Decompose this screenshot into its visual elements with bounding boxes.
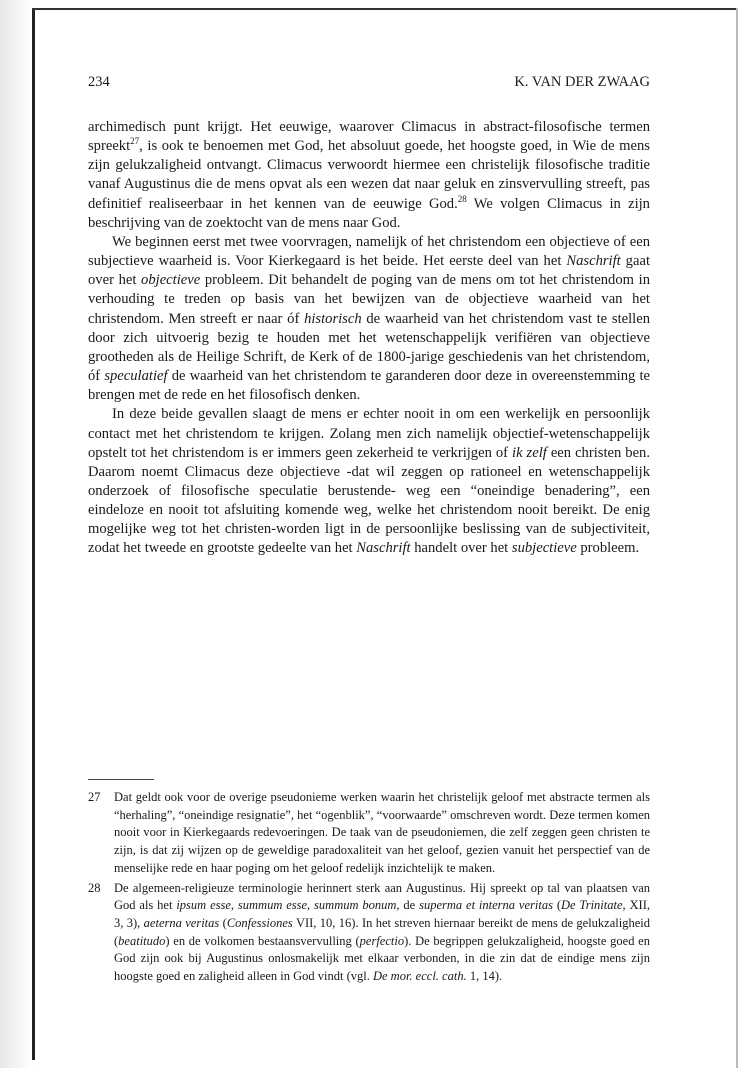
scan-top-border (32, 8, 738, 10)
paragraph-3: In deze beide gevallen slaagt de mens er echter nooit in om een werkelijk en persoonlijk contact met het christendom te krijgen. Zolang men zich namelijk objectief-wetenschappelijk opstelt tot het christendom is er immers geen zekerheid te verkrijgen of ik zelf een christen ben. Daarom noemt Climacus deze objectieve -dat wil zeggen op rationeel en wetenschappelijk onderzoek of filosofische speculatie berustende- weg een “oneindige benadering”, een eindeloze en nooit tot afsluiting komende weg, welke het christendom nooit bereikt. De enig mogelijke weg tot het christen-worden ligt in de persoonlijke beslissing van de subjectiviteit, zodat het tweede en grootste gedeelte van het Naschrift handelt over het subjectieve probleem. (88, 406, 650, 557)
footnote-separator (88, 779, 154, 780)
body-text (88, 118, 650, 559)
page-content (88, 72, 650, 559)
page-number: 234 (88, 74, 110, 90)
running-title: K. VAN DER ZWAAG (514, 74, 650, 90)
footnote-27 (88, 789, 650, 878)
footnote-text: Dat geldt ook voor de overige pseudonieme werken waarin het christelijk geloof met abstracte termen als “herhaling”, “oneindige resignatie”, het “ogenblik”, “voorwaarde” omschreven wordt. Deze termen komen nooit voor in Kierkegaards redevoeringen. De taak van de pseudoniemen, die zelf zeggen geen christen te zijn, is dat zij wijzen op de geweldige paradoxaliteit van het geloof, gezien vanuit het perspectief van de menselijke rede en haar poging om het geloof redelijk inzichtelijk te maken. (114, 790, 650, 875)
footnote-ref-28[interactable]: 28 (457, 193, 467, 204)
footnote-text: De algemeen-religieuze terminologie herinnert sterk aan Augustinus. Hij spreekt op tal van plaatsen van God als het ipsum esse, summum esse, summum bonum, de superma et interna veritas (De Trinitate, XII, 3, 3), aeterna veritas (Confessiones VII, 10, 16). In het streven hiernaar bereikt de mens de gelukzaligheid (beatitudo) en de volkomen bestaansvervulling (perfectio). De begrippen gelukzaligheid, hoogste goed en God zijn ook bij Augustinus onlosmakelijk met elkaar verbonden, in die zin dat de eindige mens zijn hoogste goed en zaligheid alleen in God vindt (vgl. De mor. eccl. cath. 1, 14). (114, 880, 650, 984)
footnote-number: 28 (88, 880, 101, 895)
scan-left-border (32, 10, 35, 1060)
running-head (88, 72, 650, 92)
scan-left-shadow (0, 0, 34, 1068)
footnote-28 (88, 880, 650, 986)
footnotes (88, 789, 650, 988)
paragraph-1: archimedisch punt krijgt. Het eeuwige, waarover Climacus in abstract-filosofische termen spreekt$^{27}$, is ook te benoemen met God, het absoluut goede, het hoogste goed, in Wie de mens zijn gelukzaligheid ontvangt. Climacus verwoordt hiermee een christelijk filosofische traditie vanaf Augustinus die de mens opvat als een wezen dat naar geluk en zinsvervulling streeft, pas definitief realiseerbaar in het kennen van de eeuwige God.$^{28}$ We volgen Climacus in zijn beschrijving van de zoektocht van de mens naar God. (88, 119, 650, 231)
footnote-number: 27 (88, 790, 101, 804)
paragraph-2: We beginnen eerst met twee voorvragen, namelijk of het christendom een objectieve of een subjectieve waarheid is. Voor Kierkegaard is het beide. Het eerste deel van het Naschrift gaat over het objectieve probleem. Dit behandelt de poging van de mens om tot het christendom in verhouding te treden op basis van het bewijzen van de objectieve waarheid van het christendom. Men streeft er naar óf historisch de waarheid van het christendom vast te stellen door zich uitvoerig bezig te houden met het wetenschappelijk verifiëren van objectieve grootheden als de Heilige Schrift, de Kerk of de 1800-jarige geschiedenis van het christendom, óf speculatief de waarheid van het christendom te garanderen door deze in overeenstemming te brengen met de rede en het filosofisch denken. (88, 233, 650, 404)
footnote-ref-27[interactable]: 27 (130, 136, 140, 147)
